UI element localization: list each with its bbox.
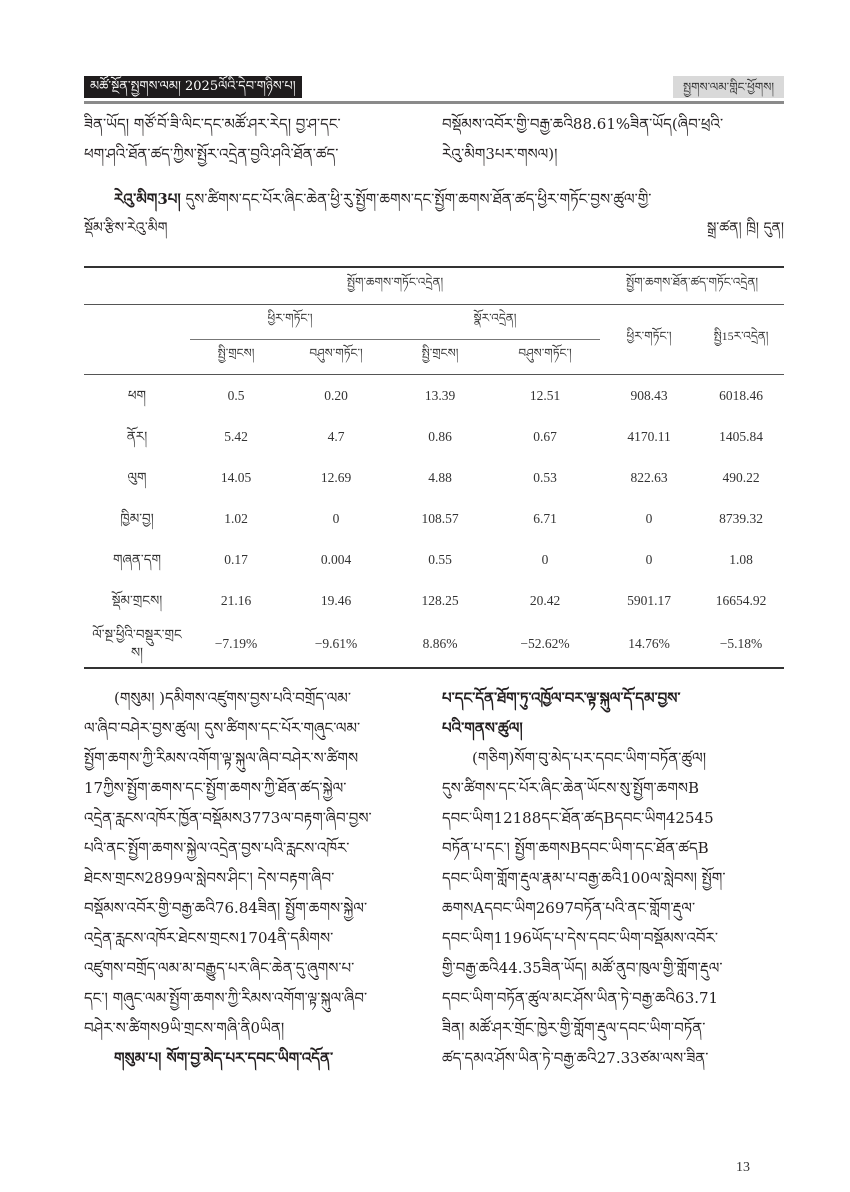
- table-unit: སྒྲ་ཚན། ཁྲི། དུན།: [706, 220, 784, 236]
- leaf-header-slaughter: བཤུས་གཏོང་།: [490, 340, 600, 375]
- text-line: བཤེར་ས་ཚིགས9ཡི་གྲངས་གཞི་ནི0ཡིན།: [84, 1019, 285, 1037]
- table-title: [84, 184, 784, 214]
- header-blank: [84, 267, 190, 305]
- table-cell: 1.08: [729, 551, 753, 567]
- table-cell: 0.67: [533, 428, 557, 444]
- header-rule: [84, 101, 784, 104]
- text-line: པའི་ནང་སྤྱོག་ཆགས་སྐྱེལ་འདྲེན་བྱས་པའི་རླངས་འཁོར་: [84, 839, 350, 857]
- table-cell: 4.7: [327, 428, 345, 444]
- table-row: [84, 457, 784, 498]
- running-header: [84, 76, 784, 98]
- text-line: ཆགསAདབང་ཡིག2697བཏོན་པའི་ནང་གློག་རྡུལ་: [442, 899, 696, 917]
- table-cell: −9.61%: [282, 621, 390, 668]
- text-line: བཏོན་པ་དང་། སྤྱོག་ཆགསBདབང་ཡིག་དང་ཐོན་ཚདB: [442, 839, 709, 857]
- table-cell: 908.43: [630, 387, 668, 403]
- table-caption-line2: [84, 214, 784, 242]
- table-cell: 12.51: [529, 387, 561, 403]
- table-cell: 4.88: [428, 469, 452, 485]
- text-line: བསྡོམས་འབོར་གྱི་བརྒྱ་ཆའི76.84ཟིན། སྤྱོག་ཆགས་སྐྱེལ་: [84, 899, 368, 917]
- table-cell: 4170.11: [627, 428, 671, 444]
- row-label: སྡོམ་གྲངས།: [111, 592, 163, 608]
- table-header-row: [84, 267, 784, 305]
- livestock-transport-table: [84, 266, 784, 669]
- page-number: 13: [736, 1160, 750, 1175]
- section-heading-cont: པ་དང་དོན་ཐོག་ཏུ་འཁྱོལ་བར་ལྟ་སྐུལ་དོ་དམ་བྱས་: [442, 689, 681, 707]
- table-title-text: དུས་ཚིགས་དང་པོར་ཞིང་ཆེན་ཕྱི་རུ་སྤྱོག་ཆགས་དང་སྤྱོག་ཆགས་ཐོན་ཚད་ཕྱིར་གཏོང་བྱས་ཚུལ་གྱི་: [180, 190, 652, 208]
- table-cell: −5.18%: [698, 621, 784, 668]
- subheader-import: སྣོར་འདྲེན།: [390, 305, 600, 340]
- text-line: 17ཀྱིས་སྤྱོག་ཆགས་དང་སྤྱོག་ཆགས་ཀྱི་ཐོན་ཚད་སྐྱེལ་: [84, 779, 347, 797]
- table-row: [84, 498, 784, 539]
- table-cell: 0: [645, 551, 653, 567]
- text-line: འདྲེན་རླངས་འཁོར་ཁྱོན་བསྡོམས3773ལ་བརྟག་ཞིབ་བྱས་: [84, 809, 372, 827]
- table-cell: 6.71: [533, 510, 557, 526]
- table-row: [84, 621, 784, 668]
- text-line: ཐེངས་གྲངས2899ལ་སླེབས་ཤིང་། དེས་བརྟག་ཞིབ་: [84, 869, 335, 887]
- leaf-header-total: སྤྱི་གྲངས།: [190, 340, 282, 375]
- top-right-paragraph: [442, 109, 782, 169]
- text-line: ཕག་ཤའི་ཐོན་ཚད་ཀྱིས་སྤྱོར་འདྲེན་བྱའི་ཤའི་ཐོན་ཚད་: [84, 145, 339, 163]
- text-line: དུས་ཚིགས་དང་པོར་ཞིང་ཆེན་ཡོངས་སུ་སྤྱོག་ཆགསB: [442, 779, 700, 797]
- table-cell: 0.004: [320, 551, 352, 567]
- group-header-livestock: སྤྱོག་ཆགས་གཏོང་འདྲེན།: [190, 267, 600, 305]
- table-cell: 822.63: [630, 469, 668, 485]
- section-heading-cont: པའི་གནས་ཚུལ།: [442, 719, 523, 737]
- text-line: སྤྱོག་ཆགས་ཀྱི་རིམས་འགོག་ལྟ་སྐུལ་ཞིབ་བཤེར་ས་ཚིགས: [84, 749, 359, 767]
- text-line: གྱི་བརྒྱ་ཆའི44.35ཟིན་ཡོད། མཚོ་ནུབ་ཁུལ་གྱི་གློག་རྡུལ་: [442, 959, 723, 977]
- text-line: ལ་ཞིབ་བཤེར་བྱས་ཚུལ། དུས་ཚིགས་དང་པོར་གཞུང་ལམ་: [84, 719, 361, 737]
- table-cell: 0.86: [428, 428, 452, 444]
- row-label: གཞན་དག: [112, 551, 162, 567]
- table-cell: 0: [541, 551, 549, 567]
- text-line: དབང་ཡིག་གློག་རྡུལ་རྣམ་པ་བརྒྱ་ཆའི100ལ་སླེབས། སྤྱོག་: [442, 869, 726, 887]
- table-cell: 20.42: [529, 592, 561, 608]
- text-line: (གསུམ། )དམིགས་འཛུགས་བྱས་པའི་བགྲོད་ལམ་: [114, 689, 351, 707]
- bottom-left-column: [84, 683, 414, 1073]
- table-row: [84, 580, 784, 621]
- table-row: [84, 375, 784, 417]
- table-cell: 128.25: [421, 592, 459, 608]
- table-caption: [84, 184, 784, 242]
- table-cell: 19.46: [320, 592, 352, 608]
- table-cell: 12.69: [320, 469, 352, 485]
- table-cell: 0: [645, 510, 653, 526]
- row-label: ལུག: [127, 469, 147, 485]
- table-cell: 14.05: [220, 469, 252, 485]
- journal-title: མཚོ་སྔོན་སྤྱགས་ལམ། 2025ལོའི་དེབ་གཉིས་པ།: [84, 76, 302, 98]
- leaf-header-total: སྤྱི་གྲངས།: [390, 340, 490, 375]
- table-subheader-row: [84, 305, 784, 340]
- table-cell: −52.62%: [490, 621, 600, 668]
- table-cell: 5901.17: [627, 592, 671, 608]
- text-line: འཛུགས་བགྲོད་ལམ་མ་བརྒྱུད་པར་ཞིང་ཆེན་དུ་ཞུགས་པ་: [84, 959, 355, 977]
- table-cell: 8739.32: [719, 510, 763, 526]
- table-cell: 1.02: [224, 510, 248, 526]
- text-line: ཚད་དམའ་ཤོས་ཡིན་ཏེ་བརྒྱ་ཆའི27.33ཙམ་ལས་ཟིན་: [442, 1049, 709, 1067]
- text-line: རེའུ་མིག3པར་གསལ)།: [442, 145, 558, 163]
- row-label: ནོར།: [126, 428, 148, 444]
- table-cell: 0: [332, 510, 340, 526]
- table-cell: 6018.46: [719, 387, 763, 403]
- table-cell: 0.53: [533, 469, 557, 485]
- header-blank: [84, 305, 190, 375]
- table-cell: 108.57: [421, 510, 459, 526]
- table-cell: 490.22: [722, 469, 760, 485]
- table-cell: 13.39: [424, 387, 456, 403]
- row-label: ལོ་སྔ་ཕྱིའི་བསྡུར་གྲངས།: [84, 621, 190, 668]
- text-line: དབང་ཡིག12188དང་ཐོན་ཚདBདབང་ཡིག42545: [442, 809, 714, 827]
- table-cell: 0.5: [227, 387, 245, 403]
- text-line: དབང་ཡིག་བཏོན་ཚུལ་མང་ཤོས་ཡིན་ཏེ་བརྒྱ་ཆའི63.71: [442, 989, 719, 1007]
- leaf-header-slaughter: བཤུས་གཏོང་།: [282, 340, 390, 375]
- table-cell: 0.20: [324, 387, 348, 403]
- table-cell: 0.55: [428, 551, 452, 567]
- section-title: སྤྱགས་ལམ་གླིང་ཕྱོགས།: [673, 76, 784, 98]
- subheader-product-export: ཕྱིར་གཏོང་།: [600, 305, 698, 375]
- table-row: [84, 416, 784, 457]
- table-cell: 5.42: [224, 428, 248, 444]
- text-line: འདྲེན་རླངས་འཁོར་ཐེངས་གྲངས1704ནི་དམིགས་: [84, 929, 334, 947]
- subheader-product-import: སྤྱི15ར་འདྲེན།: [698, 305, 784, 375]
- table-cell: 0.17: [224, 551, 248, 567]
- text-line: དང་། གཞུང་ལམ་སྤྱོག་ཆགས་ཀྱི་རིམས་འགོག་ལྟ་སྐུལ་ཞིབ་: [84, 989, 368, 1007]
- table-cell: 1405.84: [719, 428, 763, 444]
- table-cell: 21.16: [220, 592, 252, 608]
- table-cell: 16654.92: [715, 592, 767, 608]
- text-line: དབང་ཡིག1196ཡོད་པ་དེས་དབང་ཡིག་བསྡོམས་འབོར་: [442, 929, 719, 947]
- text-line: (གཅིག)སོག་བུ་མེད་པར་དབང་ཡིག་བཏོན་ཚུལ།: [472, 749, 707, 767]
- bottom-right-column: [442, 683, 782, 1073]
- table-label: རེའུ་མིག3པ།: [114, 190, 181, 208]
- table-row: [84, 539, 784, 580]
- table-cell: −7.19%: [190, 621, 282, 668]
- table-cell: 14.76%: [600, 621, 698, 668]
- text-line: ཟིན་ཡོད། གཙོ་བོ་ཟི་ལིང་དང་མཚོ་ཤར་རེད། བྱ་ཤ་དང་: [84, 115, 341, 133]
- row-label: ཁྱིམ་བྱ།: [120, 510, 154, 526]
- table-cell: 8.86%: [390, 621, 490, 668]
- subheader-export: ཕྱིར་གཏོང་།: [190, 305, 390, 340]
- text-line: ཟིན། མཚོ་ཤར་གྲོང་ཁྱེར་གྱི་གློག་རྡུལ་དབང་ཡིག་བཏོན་: [442, 1019, 706, 1037]
- group-header-products: སྤྱོག་ཆགས་ཐོན་ཚད་གཏོང་འདྲེན།: [600, 267, 784, 305]
- section-heading: གསུམ་པ། སོག་བྱ་མེད་པར་དབང་ཡིག་འདོན་: [114, 1049, 334, 1067]
- row-label: ཕག: [127, 387, 147, 403]
- text-line: བསྡོམས་འབོར་གྱི་བརྒྱ་ཆའི88.61%ཟིན་ཡོད(ཞིབ་ཕྲའི་: [442, 115, 724, 133]
- top-left-paragraph: [84, 109, 414, 169]
- table-title-cont: སྡོམ་རྩིས་རེའུ་མིག: [84, 220, 168, 236]
